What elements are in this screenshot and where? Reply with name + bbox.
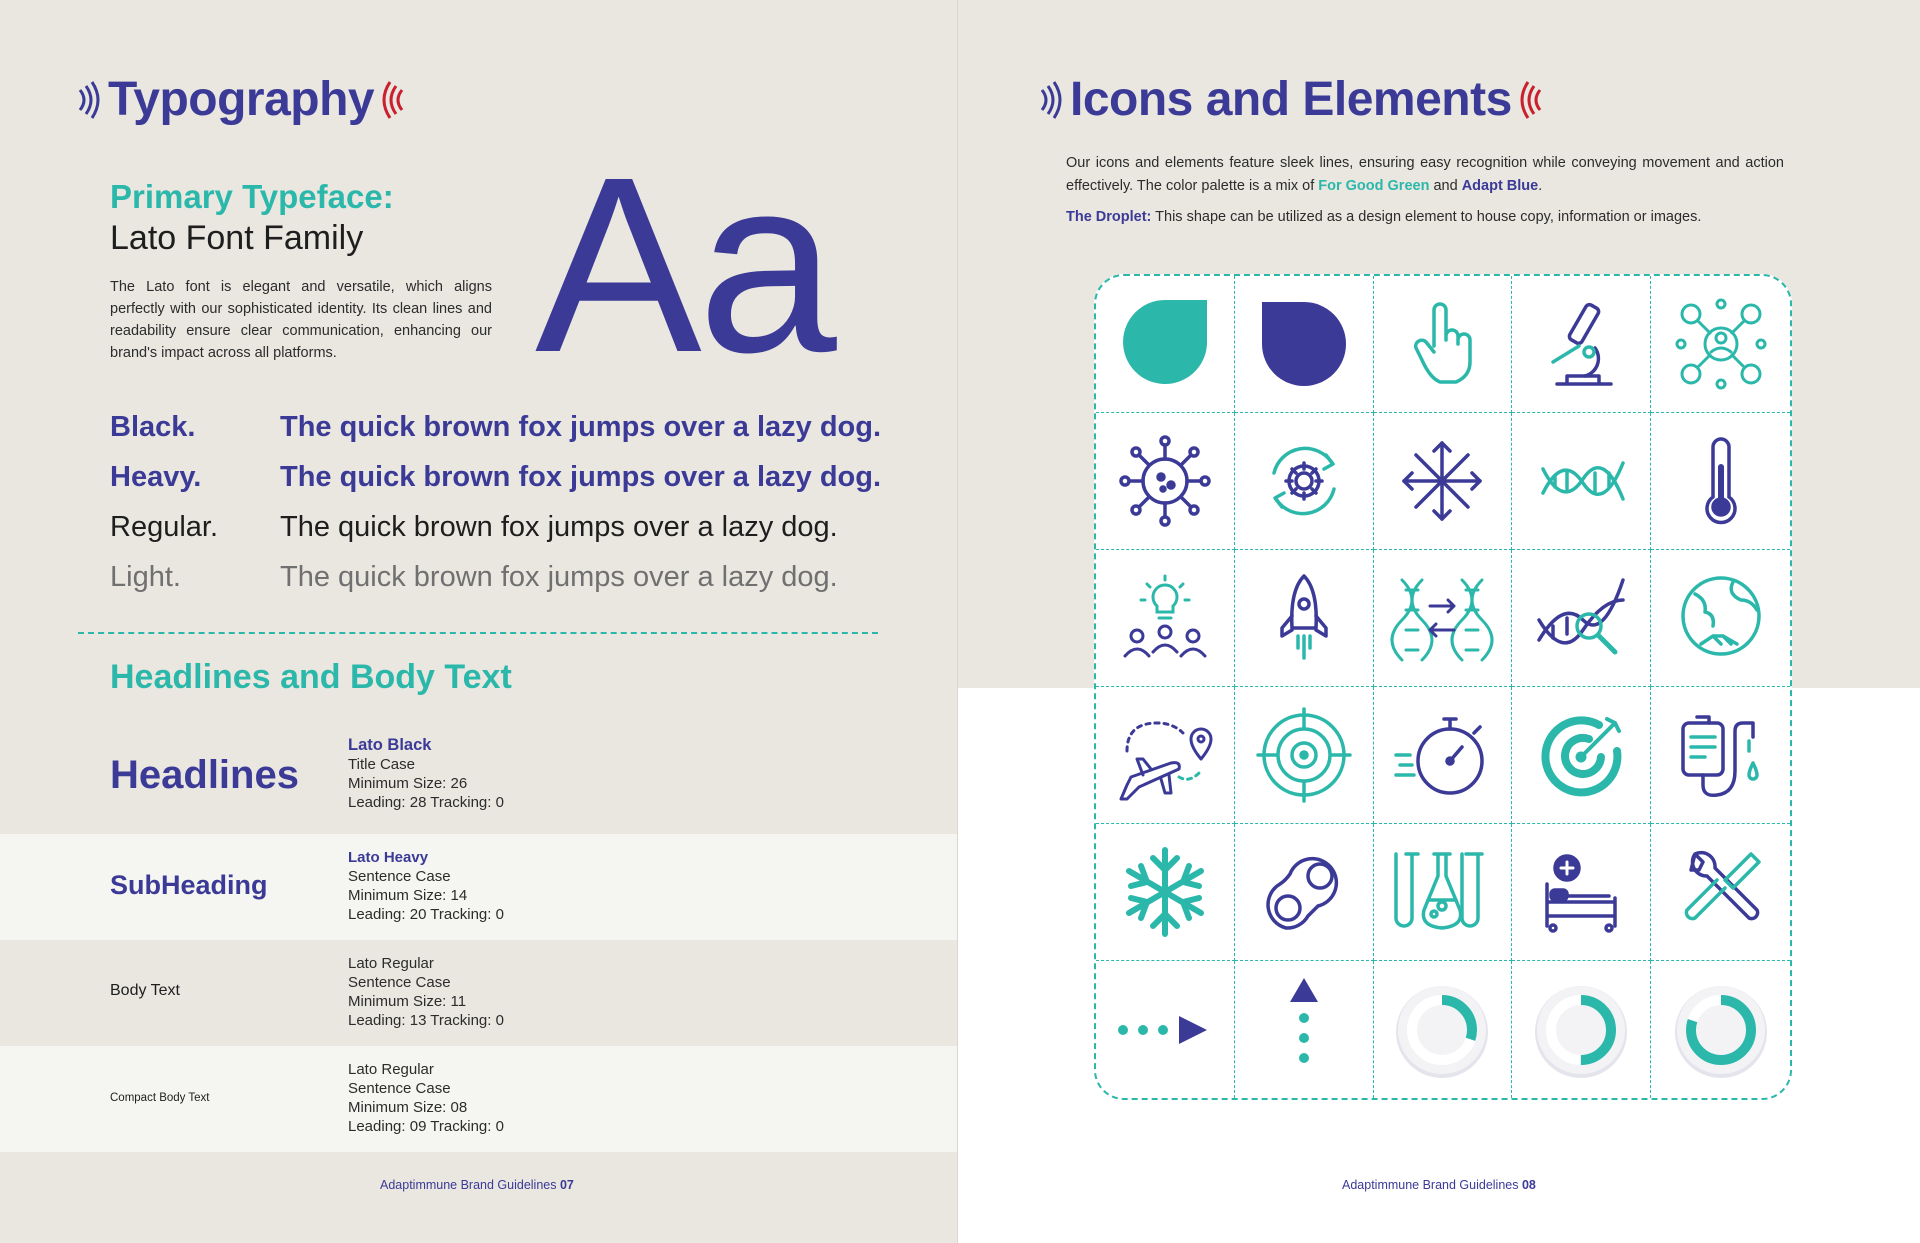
intro-text: Our icons and elements feature sleek lines, ensuring easy recognition while conveying movement and action effectively. The color palette is a mix of bbox=[1066, 155, 1784, 194]
icon-cell bbox=[1096, 824, 1235, 961]
spec-font-name: Lato Black bbox=[348, 736, 432, 754]
icon-cell bbox=[1096, 550, 1235, 687]
spec-font-name: Lato Heavy bbox=[348, 849, 429, 866]
weight-name: Black. bbox=[110, 411, 196, 443]
icon-cell bbox=[1374, 413, 1513, 550]
icon-cell bbox=[1096, 687, 1235, 824]
intro-and: and bbox=[1429, 177, 1462, 194]
spec-leading: Leading: 20 Tracking: 0 bbox=[348, 906, 504, 923]
icon-cell bbox=[1512, 961, 1651, 1098]
blue-color-name: Adapt Blue bbox=[1461, 177, 1539, 194]
icon-cell bbox=[1096, 413, 1235, 550]
brand-mark-left-icon bbox=[76, 80, 102, 120]
weight-sample: The quick brown fox jumps over a lazy dog. bbox=[280, 511, 838, 543]
spec-row-body-text bbox=[0, 940, 958, 1046]
icon-cell bbox=[1374, 687, 1513, 824]
spec-row-headlines bbox=[0, 727, 958, 834]
icon-cell bbox=[1512, 550, 1651, 687]
weight-name: Regular. bbox=[110, 511, 219, 543]
progress-dial-low-icon bbox=[1394, 982, 1490, 1078]
icon-cell bbox=[1096, 961, 1235, 1098]
headlines-body-title: Headlines and Body Text bbox=[110, 658, 512, 696]
icon-cell bbox=[1651, 413, 1790, 550]
icon-cell bbox=[1651, 961, 1790, 1098]
spec-row-compact-body bbox=[0, 1046, 958, 1152]
icon-cell bbox=[1235, 824, 1374, 961]
primary-typeface-label: Primary Typeface: bbox=[110, 178, 394, 215]
expand-arrows-icon bbox=[1394, 433, 1490, 529]
weight-sample: The quick brown fox jumps over a lazy dog. bbox=[280, 461, 882, 493]
brand-mark-left-icon bbox=[1038, 80, 1064, 120]
page-number: 07 bbox=[559, 1178, 574, 1192]
network-people-icon bbox=[1673, 296, 1769, 392]
weight-row-regular bbox=[110, 511, 838, 544]
typography-heading-text: Typography bbox=[108, 73, 375, 126]
target-crosshair-icon bbox=[1256, 707, 1352, 803]
lab-flasks-icon bbox=[1394, 844, 1490, 940]
bullseye-icon bbox=[1533, 707, 1629, 803]
spec-leading: Leading: 13 Tracking: 0 bbox=[348, 1012, 504, 1029]
pointing-hand-icon bbox=[1394, 296, 1490, 392]
icons-intro bbox=[1066, 152, 1784, 197]
droplet-blue-icon bbox=[1256, 296, 1352, 392]
icon-cell bbox=[1651, 276, 1790, 413]
tools-icon bbox=[1673, 844, 1769, 940]
primary-typeface-description: The Lato font is elegant and versatile, which aligns perfectly with our sophisticated identity. Its clean lines and readability ensure clear communication, enhancing our brand's impact across all platforms. bbox=[110, 279, 492, 361]
icon-cell bbox=[1235, 413, 1374, 550]
page-icons-elements bbox=[958, 0, 1920, 1243]
weight-row-black bbox=[110, 411, 881, 444]
spec-sample: Compact Body Text bbox=[110, 1092, 210, 1104]
icons-heading bbox=[1038, 72, 1544, 127]
footer-left bbox=[380, 1178, 574, 1192]
icon-cell bbox=[1374, 824, 1513, 961]
droplet-text: This shape can be utilized as a design element to house copy, information or images. bbox=[1151, 209, 1702, 225]
icon-cell bbox=[1512, 687, 1651, 824]
gear-cycle-icon bbox=[1256, 433, 1352, 529]
icon-cell bbox=[1512, 276, 1651, 413]
brand-mark-right-icon bbox=[380, 80, 406, 120]
icon-cell bbox=[1235, 687, 1374, 824]
spec-sample: SubHeading bbox=[110, 870, 268, 900]
icon-cell bbox=[1512, 824, 1651, 961]
footer-text: Adaptimmune Brand Guidelines bbox=[380, 1178, 557, 1192]
global-handshake-icon bbox=[1673, 570, 1769, 666]
weight-row-heavy bbox=[110, 461, 881, 494]
icon-cell bbox=[1235, 276, 1374, 413]
dna-icon bbox=[1533, 433, 1629, 529]
spec-case: Sentence Case bbox=[348, 974, 451, 991]
weight-name: Heavy. bbox=[110, 461, 202, 493]
primary-typeface-family: Lato Font Family bbox=[110, 219, 364, 257]
spec-details bbox=[348, 954, 504, 1030]
section-divider bbox=[78, 632, 878, 634]
intro-end: . bbox=[1538, 177, 1543, 194]
travel-route-icon bbox=[1117, 707, 1213, 803]
thermometer-icon bbox=[1673, 433, 1769, 529]
stopwatch-icon bbox=[1394, 707, 1490, 803]
page-number: 08 bbox=[1521, 1178, 1536, 1192]
spec-details bbox=[348, 736, 504, 812]
hospital-bed-icon bbox=[1533, 844, 1629, 940]
rocket-icon bbox=[1256, 570, 1352, 666]
icon-cell bbox=[1374, 961, 1513, 1098]
typography-heading bbox=[76, 72, 406, 127]
weight-name: Light. bbox=[110, 561, 181, 593]
icon-cell bbox=[1651, 687, 1790, 824]
spec-sample: Headlines bbox=[110, 753, 299, 797]
spec-leading: Leading: 09 Tracking: 0 bbox=[348, 1118, 504, 1135]
green-color-name: For Good Green bbox=[1318, 177, 1430, 194]
icon-grid bbox=[1094, 274, 1792, 1100]
icons-heading-text: Icons and Elements bbox=[1070, 73, 1512, 126]
spec-case: Title Case bbox=[348, 756, 415, 773]
spec-leading: Leading: 28 Tracking: 0 bbox=[348, 794, 504, 811]
spec-min-size: Minimum Size: 14 bbox=[348, 887, 468, 904]
icon-cell bbox=[1235, 961, 1374, 1098]
iv-bag-icon bbox=[1673, 707, 1769, 803]
icon-cell bbox=[1235, 550, 1374, 687]
idea-team-icon bbox=[1117, 570, 1213, 666]
spec-font-name: Lato Regular bbox=[348, 1061, 434, 1078]
spec-details bbox=[348, 1060, 504, 1136]
spec-min-size: Minimum Size: 11 bbox=[348, 993, 467, 1010]
progress-dial-high-icon bbox=[1673, 982, 1769, 1078]
icon-cell bbox=[1651, 824, 1790, 961]
dna-search-icon bbox=[1533, 570, 1629, 666]
spec-details bbox=[348, 848, 504, 924]
icon-cell bbox=[1512, 413, 1651, 550]
progress-dial-mid-icon bbox=[1533, 982, 1629, 1078]
typeface-specimen: Aa bbox=[535, 125, 833, 404]
cell-division-icon bbox=[1256, 844, 1352, 940]
snowflake-icon bbox=[1117, 844, 1213, 940]
droplet-green-icon bbox=[1117, 296, 1213, 392]
weight-row-light bbox=[110, 561, 838, 594]
dna-exchange-icon bbox=[1394, 570, 1490, 666]
page-typography bbox=[0, 0, 958, 1243]
weight-sample: The quick brown fox jumps over a lazy dog. bbox=[280, 561, 838, 593]
spec-case: Sentence Case bbox=[348, 1080, 451, 1097]
icon-cell bbox=[1374, 276, 1513, 413]
virus-icon bbox=[1117, 433, 1213, 529]
droplet-label: The Droplet: bbox=[1066, 209, 1152, 225]
microscope-icon bbox=[1533, 296, 1629, 392]
brand-mark-right-icon bbox=[1518, 80, 1544, 120]
spec-font-name: Lato Regular bbox=[348, 955, 434, 972]
icon-cell bbox=[1651, 550, 1790, 687]
icon-cell bbox=[1096, 276, 1235, 413]
footer-text: Adaptimmune Brand Guidelines bbox=[1342, 1178, 1519, 1192]
spec-case: Sentence Case bbox=[348, 868, 451, 885]
spec-row-subheading bbox=[0, 834, 958, 940]
spec-min-size: Minimum Size: 08 bbox=[348, 1099, 468, 1116]
droplet-note bbox=[1066, 209, 1784, 225]
icon-cell bbox=[1374, 550, 1513, 687]
spec-min-size: Minimum Size: 26 bbox=[348, 775, 468, 792]
dotted-arrow-right-icon bbox=[1117, 982, 1213, 1078]
spec-sample: Body Text bbox=[110, 982, 180, 999]
weight-sample: The quick brown fox jumps over a lazy dog. bbox=[280, 411, 882, 443]
footer-right bbox=[1342, 1178, 1536, 1192]
dotted-arrow-up-icon bbox=[1256, 982, 1352, 1078]
